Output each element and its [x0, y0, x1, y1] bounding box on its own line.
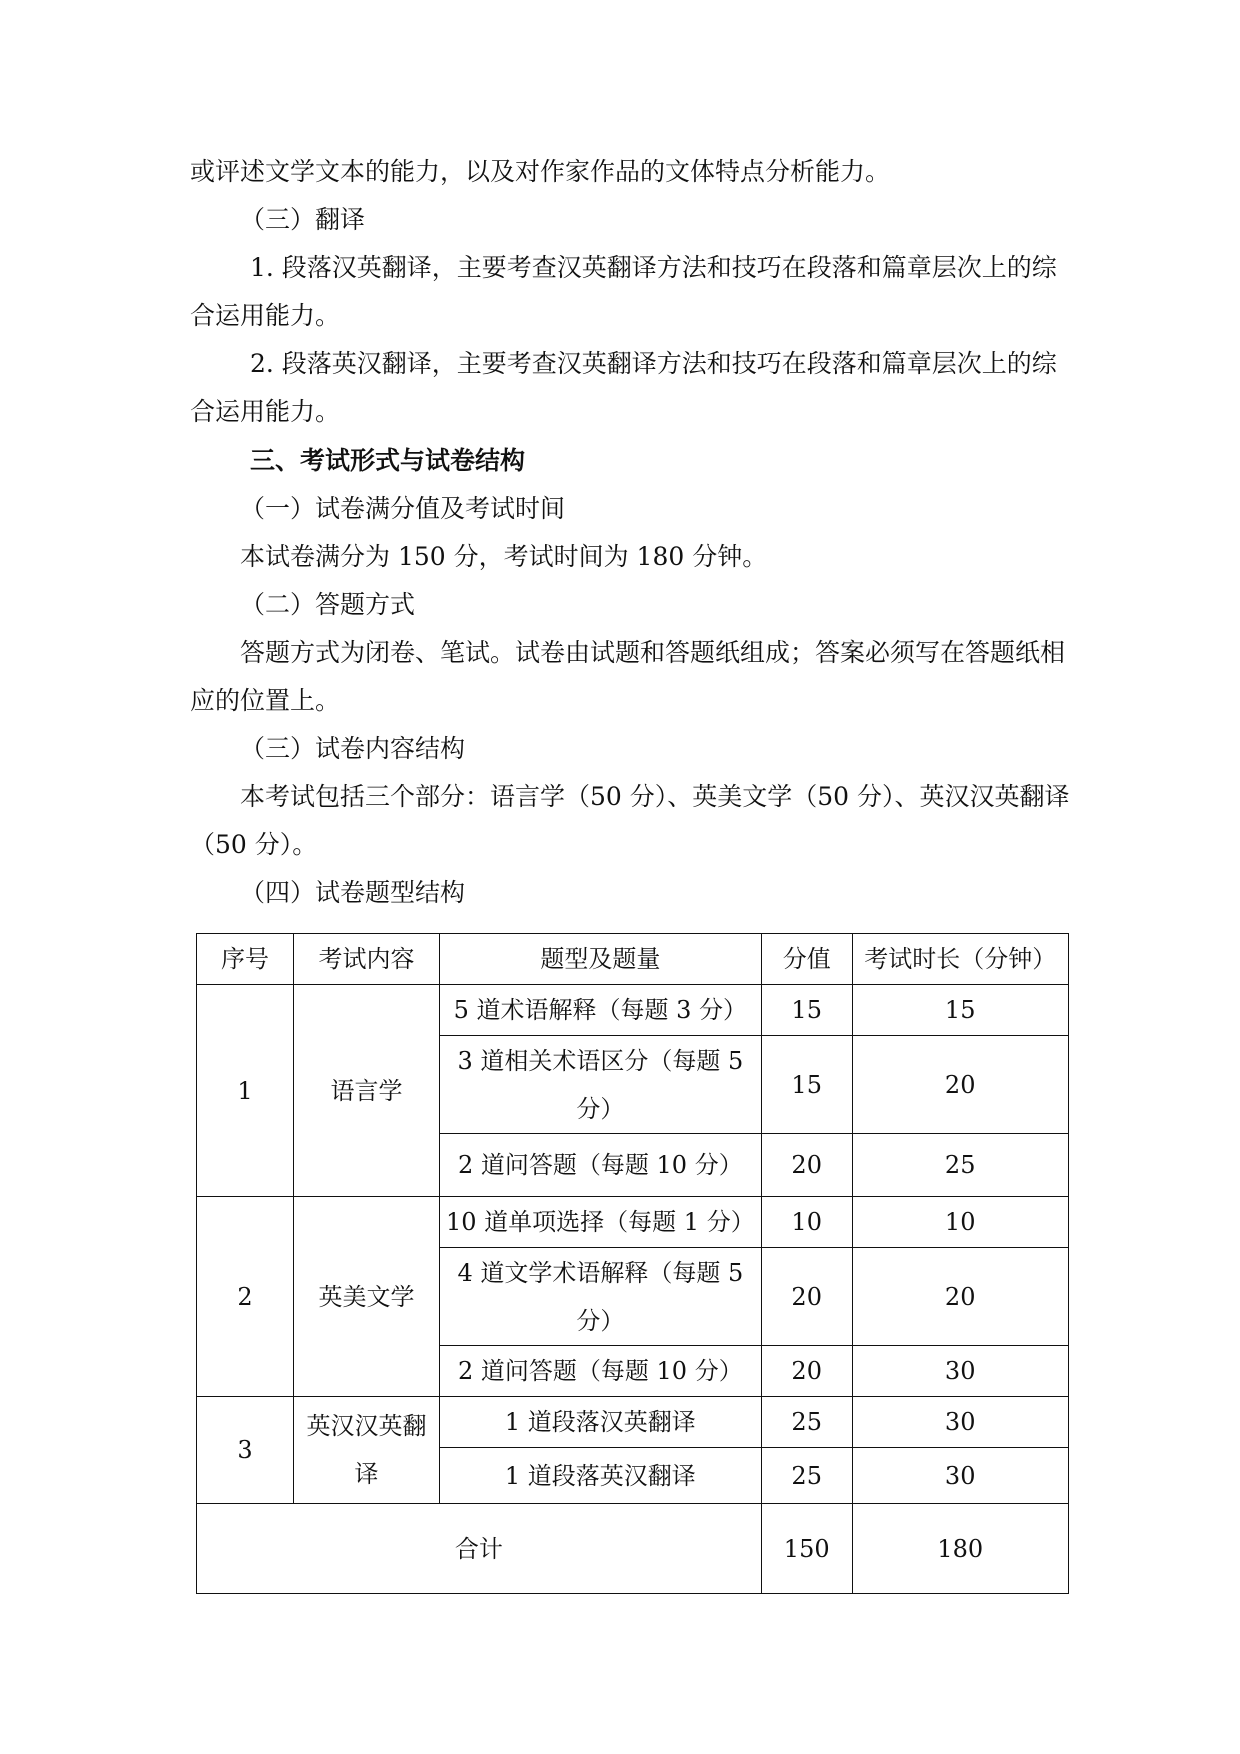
section-content: 英美文学: [294, 1197, 440, 1397]
paragraph-text: 2. 段落英汉翻译，主要考查汉英翻译方法和技巧在段落和篇章层次上的综: [250, 349, 1057, 378]
total-row: [197, 1504, 1069, 1594]
score-cell: 10: [761, 1197, 852, 1248]
time-cell: 20: [852, 1036, 1068, 1134]
header-cell: 考试时长（分钟）: [852, 934, 1068, 985]
exam-structure-table: [196, 933, 1069, 1594]
paragraph-text: 或评述文学文本的能力，以及对作家作品的文体特点分析能力。: [190, 157, 891, 186]
question-type: 5 道术语解释（每题 3 分）: [440, 985, 762, 1036]
table-header-row: [197, 934, 1069, 985]
subheading-translation: （三）翻译: [240, 205, 366, 234]
header-cell: 题型及题量: [440, 934, 762, 985]
score-cell: 15: [761, 1036, 852, 1134]
subheading: （一）试卷满分值及考试时间: [240, 494, 566, 523]
score-cell: 15: [761, 985, 852, 1036]
section-number: 2: [197, 1197, 294, 1397]
total-time: 180: [852, 1504, 1068, 1594]
subheading: （二）答题方式: [240, 590, 416, 619]
question-type: 1 道段落英汉翻译: [440, 1448, 762, 1504]
paragraph-text: 本考试包括三个部分：语言学（50 分）、英美文学（50 分）、英汉汉英翻译: [240, 782, 1070, 811]
section-number: 1: [197, 985, 294, 1197]
score-cell: 20: [761, 1248, 852, 1346]
paragraph-text: 合运用能力。: [190, 397, 341, 426]
paragraph-text: 答题方式为闭卷、笔试。试卷由试题和答题纸组成；答案必须写在答题纸相: [240, 638, 1066, 667]
header-cell: 分值: [761, 934, 852, 985]
question-type: 1 道段落汉英翻译: [440, 1397, 762, 1448]
section-content: 英汉汉英翻译: [294, 1397, 440, 1504]
time-cell: 25: [852, 1134, 1068, 1197]
question-type: 4 道文学术语解释（每题 5 分）: [440, 1248, 762, 1346]
score-cell: 25: [761, 1397, 852, 1448]
table-row: [197, 985, 1069, 1036]
question-type: 10 道单项选择（每题 1 分）: [440, 1197, 762, 1248]
subheading: （三）试卷内容结构: [240, 734, 466, 763]
score-cell: 20: [761, 1134, 852, 1197]
paragraph-text: 合运用能力。: [190, 301, 341, 330]
paragraph-text: 应的位置上。: [190, 686, 341, 715]
table-row: [197, 1397, 1069, 1448]
time-cell: 30: [852, 1397, 1068, 1448]
question-type: 3 道相关术语区分（每题 5 分）: [440, 1036, 762, 1134]
time-cell: 15: [852, 985, 1068, 1036]
total-score: 150: [761, 1504, 852, 1594]
time-cell: 30: [852, 1448, 1068, 1504]
section-heading: 三、考试形式与试卷结构: [250, 446, 526, 475]
score-cell: 20: [761, 1346, 852, 1397]
time-cell: 30: [852, 1346, 1068, 1397]
section-content: 语言学: [294, 985, 440, 1197]
paragraph-text: 1. 段落汉英翻译，主要考查汉英翻译方法和技巧在段落和篇章层次上的综: [250, 253, 1057, 282]
score-cell: 25: [761, 1448, 852, 1504]
time-cell: 20: [852, 1248, 1068, 1346]
question-type: 2 道问答题（每题 10 分）: [440, 1346, 762, 1397]
time-cell: 10: [852, 1197, 1068, 1248]
question-type: 2 道问答题（每题 10 分）: [440, 1134, 762, 1197]
paragraph-text: （50 分）。: [190, 830, 318, 859]
section-number: 3: [197, 1397, 294, 1504]
table-row: [197, 1197, 1069, 1248]
header-cell: 序号: [197, 934, 294, 985]
paragraph-text: 本试卷满分为 150 分，考试时间为 180 分钟。: [240, 542, 768, 571]
total-label: 合计: [197, 1504, 762, 1594]
header-cell: 考试内容: [294, 934, 440, 985]
subheading: （四）试卷题型结构: [240, 878, 466, 907]
